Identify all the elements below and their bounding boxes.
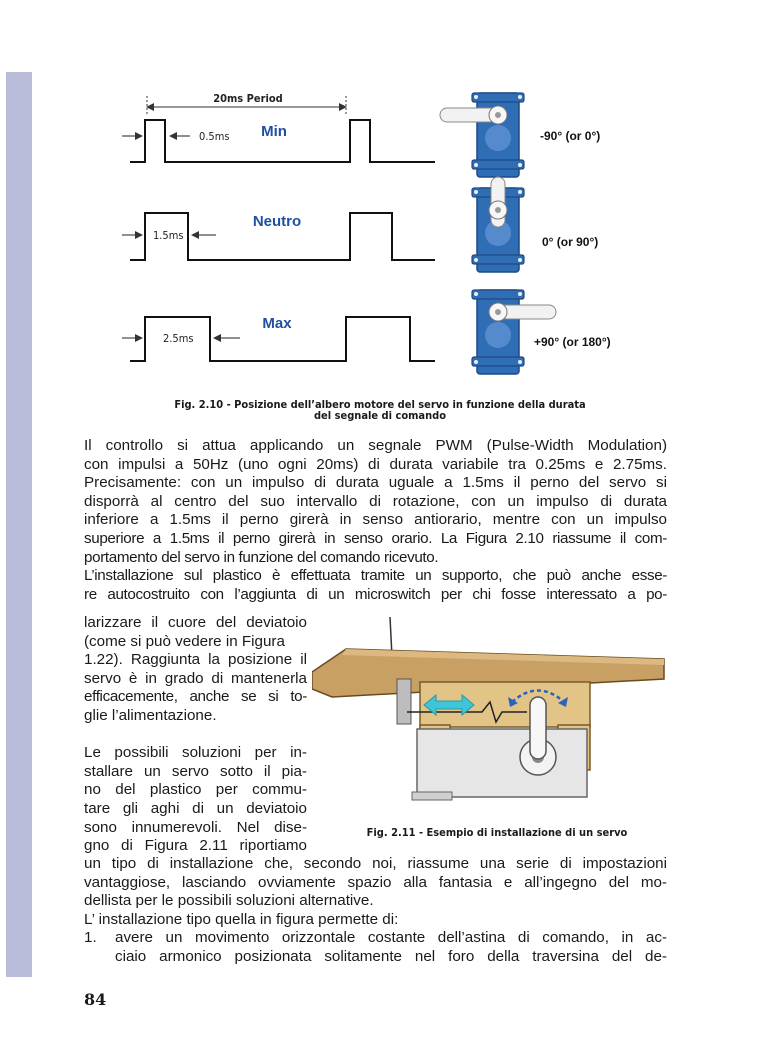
figure-2-11-caption: Fig. 2.11 - Esempio di installazione di un servo xyxy=(366,826,628,839)
text-line: gno di Figura 2.11 riportiamo xyxy=(84,837,307,855)
caption-line: del segnale di comando xyxy=(313,409,447,422)
servo-horn-arm xyxy=(530,697,546,759)
text-line: Il controllo si attua applicando un segnale PWM (Pulse-Width Modulation) xyxy=(84,437,667,454)
list-item-1 xyxy=(84,929,667,948)
text-line: superiore a 1.5ms il perno girerà in senso orario. La Figura 2.10 riassume il com- xyxy=(84,529,667,547)
paragraph-main xyxy=(84,437,667,604)
text-line: un tipo di installazione che, secondo noi, riassume una serie di impostazioni xyxy=(84,855,667,872)
text-line: L’installazione sul plastico è effettuata tramite un supporto, che può anche esse- xyxy=(84,567,667,585)
text-line: servo è in grado di mantenerla xyxy=(84,669,307,687)
paragraph-bottom xyxy=(84,855,667,967)
text-line: portamento del servo in funzione del comando ricevuto. xyxy=(84,548,439,566)
pulse-label-min: 0.5ms xyxy=(199,130,230,143)
paragraph-left xyxy=(84,614,307,856)
text-line: stallare un servo sotto il pia- xyxy=(84,762,307,780)
text-line: glie l’alimentazione. xyxy=(84,706,217,724)
servo-min xyxy=(440,93,524,177)
text-line: no del plastico per commu- xyxy=(84,781,307,799)
text-line: Le possibili soluzioni per in- xyxy=(84,744,307,762)
pulse-label-max: 2.5ms xyxy=(163,332,194,345)
text-line: 1.22). Raggiunta la posizione il xyxy=(84,651,307,669)
position-label-max: Max xyxy=(262,315,292,332)
figure-2-10 xyxy=(100,80,660,390)
text-line: inferiore a 1.5ms il perno girerà in senso antiorario, mentre con un impulso xyxy=(84,511,667,529)
position-label-min: Min xyxy=(261,123,287,140)
list-item-text: avere un movimento orizzontale costante dell’astina di comando, in ac- xyxy=(115,929,667,947)
caption-line: Fig. 2.10 - Posizione dell’albero motore del servo in funzione della durata xyxy=(174,398,586,411)
text-line: efficacemente, anche se si to- xyxy=(84,688,307,706)
list-number: 1. xyxy=(84,929,97,947)
angle-label-max: +90° (or 180°) xyxy=(534,335,611,349)
servo-body xyxy=(417,729,587,797)
text-line: larizzare il cuore del deviatoio xyxy=(84,614,307,631)
text-line: disporrà al centro del suo intervallo di rotazione, con un impulso di durata xyxy=(84,492,667,510)
text-line: con impulsi a 50Hz (uno ogni 20ms) di durata variabile tra 0.25ms e 2.75ms. xyxy=(84,455,667,473)
text-line: L’ installazione tipo quella in figura permette di: xyxy=(84,910,399,928)
text-line: (come si può vedere in Figura xyxy=(84,632,285,650)
period-label: 20ms Period xyxy=(213,92,283,105)
pulse-label-neutro: 1.5ms xyxy=(153,229,184,242)
text-line: tare gli aghi di un deviatoio xyxy=(84,799,307,817)
servo-max xyxy=(472,290,556,374)
text-line: dellista per le possibili soluzioni alternative. xyxy=(84,892,374,910)
servo-neutro xyxy=(472,177,524,272)
micro-switch xyxy=(397,679,411,724)
text-line: re autocostruito con l’aggiunta di un microswitch per chi fosse interessato a po- xyxy=(84,585,667,603)
text-line: vantaggiose, lasciando ovviamente spazio alla fantasia e all’ingegno del mo- xyxy=(84,873,667,891)
figure-2-11 xyxy=(312,617,667,820)
page-number: 84 xyxy=(84,990,107,1009)
page-side-bar xyxy=(6,72,32,977)
position-label-neutro: Neutro xyxy=(252,213,302,230)
text-line: Precisamente: con un impulso di durata uguale a 1.5ms il perno del servo si xyxy=(84,474,667,492)
figure-2-10-caption xyxy=(140,399,620,421)
angle-label-min: -90° (or 0°) xyxy=(540,129,601,143)
list-item-text: ciaio armonico posizionata solitamente nel foro della traversina del de- xyxy=(115,947,667,965)
angle-label-neutro: 0° (or 90°) xyxy=(542,235,599,249)
text-line: sono innumerevoli. Nel dise- xyxy=(84,818,307,836)
text-line xyxy=(84,726,307,745)
